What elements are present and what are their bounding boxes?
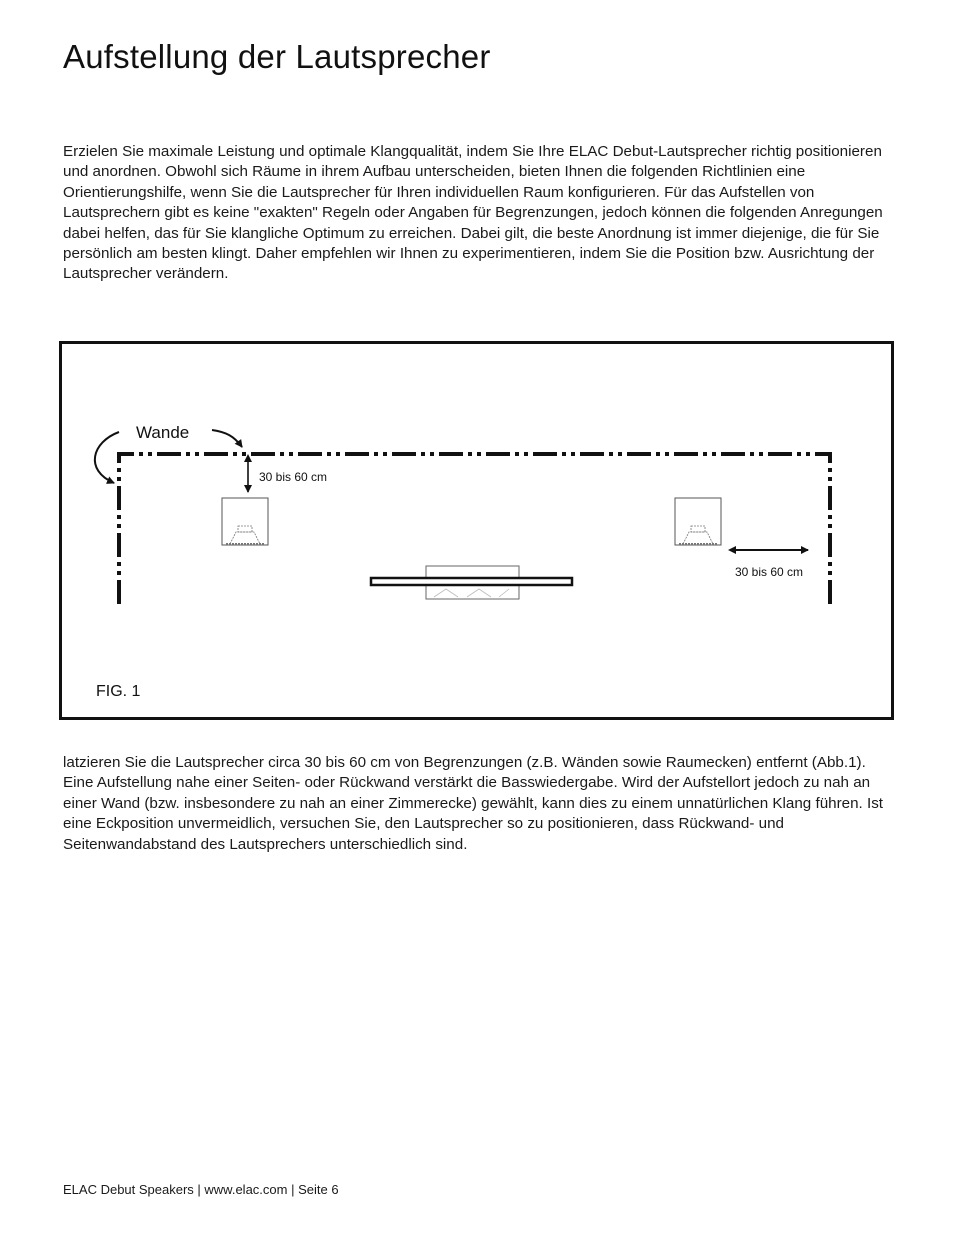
back-wall-arrow xyxy=(212,430,242,447)
figure-caption: FIG. 1 xyxy=(96,683,141,700)
body-paragraph: latzieren Sie die Lautsprecher circa 30 bis 60 cm von Begrenzungen (z.B. Wänden sowie Raumecken) entfernt (Abb.1). Eine Aufstellung nahe einer Seiten- oder Rückwand verstärkt die Basswiedergabe. Wird der Aufstellort jedoch zu nah an einer Wand (bzw. insbesondere zu nah an einer Zimmerecke) gewählt, kann dies zu einem unnatürlichen Klang führen. Ist eine Eckposition unvermeidlich, versuchen Sie, den Lautsprecher so zu positionieren, dass Rückwand- und Seitenwandabstand des Lautsprechers unterschiedlich sind. xyxy=(63,754,884,853)
intro-paragraph: Erzielen Sie maximale Leistung und optimale Klangqualität, indem Sie Ihre ELAC Debut-Lautsprecher richtig positionieren und anordnen. Obwohl sich Räume in ihrem Aufbau unterscheiden, bieten Ihnen die folgenden Richtlinien eine Orientierungshilfe, wenn Sie die Lautsprecher für Ihren individuellen Raum konfigurieren. Für das Aufstellen von Lautsprechern gibt es keine "exakten" Regeln oder Angaben für Begrenzungen, jedoch können die folgenden Anregungen dabei helfen, das für Sie klangliche Optimum zu erreichen. Dabei gilt, die beste Anordnung ist immer diejenige, die für Sie persönlich am besten klingt. Daher empfehlen wir Ihnen zu experimentieren, indem Sie die Position bzw. Ausrichtung der Lautsprecher verändern. xyxy=(63,143,883,283)
left-speaker xyxy=(222,498,268,545)
page-footer: ELAC Debut Speakers | www.elac.com | Seite 6 xyxy=(63,1182,339,1197)
tv-unit xyxy=(371,566,572,599)
side-distance-label: 30 bis 60 cm xyxy=(735,565,804,579)
left-wall-arrow xyxy=(95,432,119,483)
right-speaker xyxy=(675,498,721,545)
back-distance-label: 30 bis 60 cm xyxy=(259,470,328,484)
room-diagram xyxy=(62,344,890,716)
speaker-placement-figure xyxy=(59,341,894,720)
walls-label: Wande xyxy=(136,423,190,442)
page-title: Aufstellung der Lautsprecher xyxy=(63,38,491,75)
